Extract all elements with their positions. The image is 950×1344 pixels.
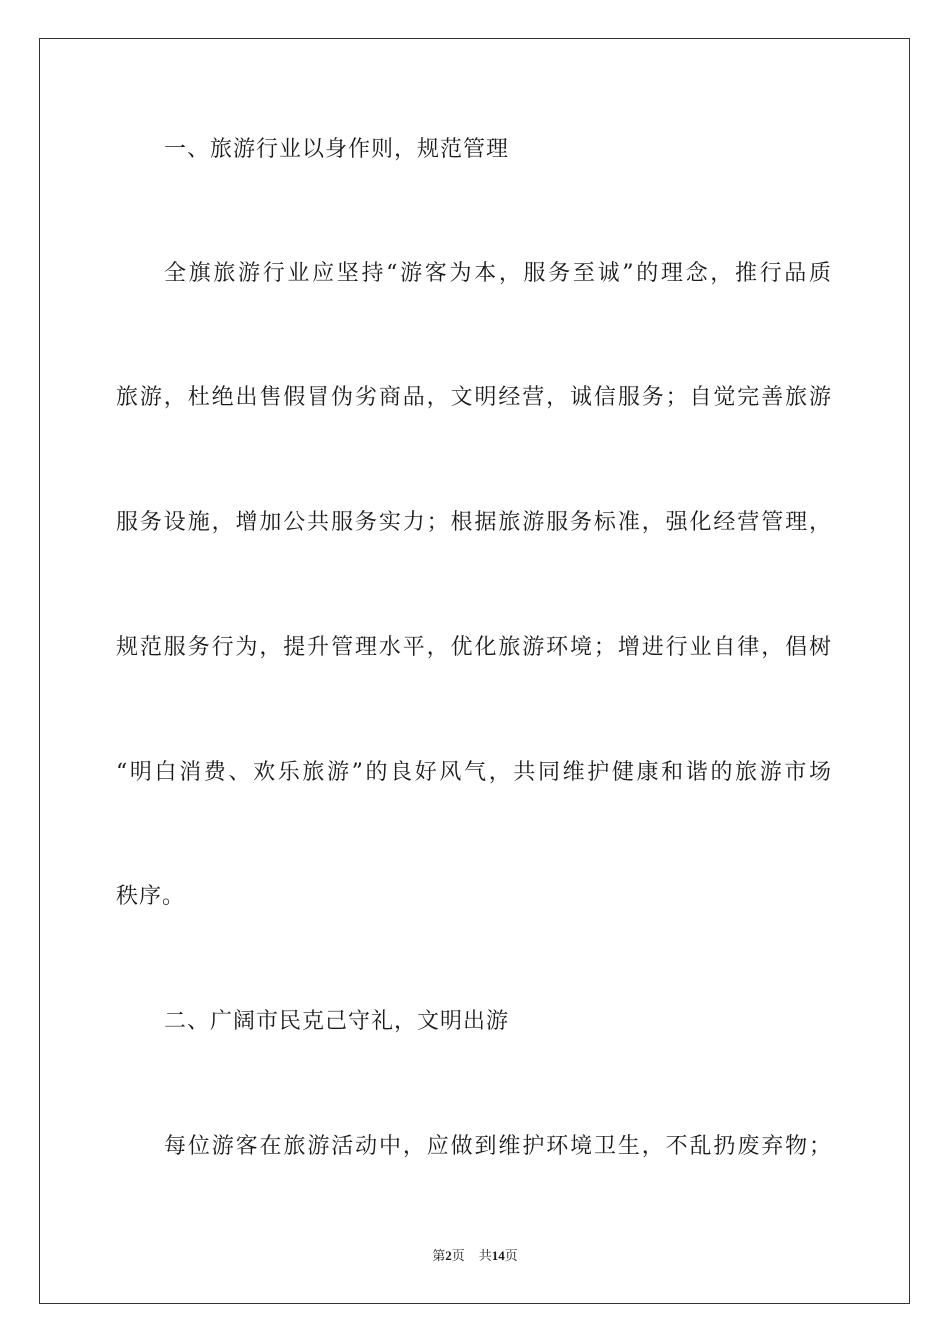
paragraph-1-line-4: 规范服务行为，提升管理水平，优化旅游环境；增进行业自律，倡树 [116, 635, 832, 660]
total-pages-suffix: 页 [504, 1248, 518, 1263]
paragraph-1-line-5: “明白消费、欢乐旅游”的良好风气，共同维护健康和谐的旅游市场 [116, 760, 832, 785]
section-heading-1: 一、旅游行业以身作则，规范管理 [164, 137, 510, 162]
page-footer [0, 1247, 950, 1265]
current-page-number: 2 [445, 1248, 452, 1263]
total-pages-prefix: 共 [478, 1248, 492, 1263]
page-number-prefix: 第 [432, 1248, 446, 1263]
page-number-suffix: 页 [451, 1248, 465, 1263]
paragraph-1-line-2: 旅游，杜绝出售假冒伪劣商品，文明经营，诚信服务；自觉完善旅游 [116, 385, 832, 410]
paragraph-1-line-6: 秩序。 [116, 884, 186, 909]
total-page-count: 14 [491, 1248, 505, 1263]
paragraph-1-line-3: 服务设施，增加公共服务实力；根据旅游服务标准，强化经营管理， [116, 510, 832, 535]
paragraph-1-line-1: 全旗旅游行业应坚持“游客为本，服务至诚”的理念，推行品质 [164, 261, 832, 286]
page-border [39, 38, 910, 1304]
section-heading-2: 二、广阔市民克己守礼，文明出游 [164, 1009, 510, 1034]
paragraph-2-line-1: 每位游客在旅游活动中，应做到维护环境卫生，不乱扔废弃物； [164, 1134, 832, 1159]
